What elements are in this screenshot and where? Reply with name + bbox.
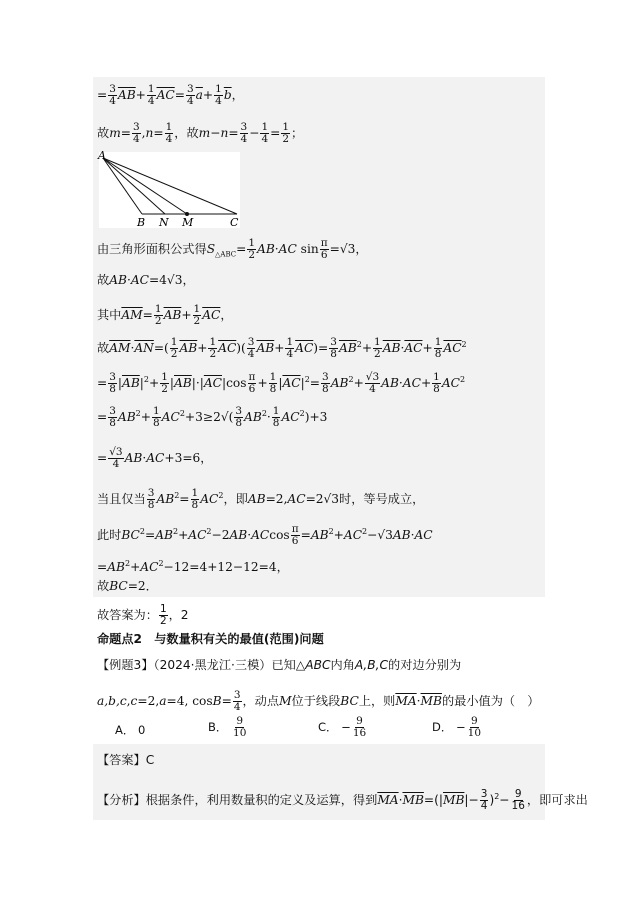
solution-line-7: = $\frac{3}{8}$ $|\overline{AB}|^2+$ $\frac{1}{2}$ $|\overline{AB}|\cdot|\overline{AC}|\cos$ $\frac{\pi}{6}$ + $\frac{1}{8}$ $|\overline{AC}|^2=$ $\frac{3}{8}$ $AB^2+$ $\frac{√3}{4}$ AB·AC+ $\frac{1}{8}$ $AC^2$ — [97, 371, 466, 396]
label-B: B — [137, 216, 146, 229]
answer-row — [97, 752, 154, 768]
section-title: 命题点2 与数量积有关的最值(范围)问题 — [97, 632, 324, 646]
solution-line-5: 其中$\overline{AM}=$ $\frac{1}{2}$ $\overline{AB}+$ $\frac{1}{2}$ $\overline{AC}$， — [97, 303, 233, 327]
solution-line-4: 故AB·AC=4√3， — [97, 273, 195, 287]
option-a-value: 0 — [138, 723, 146, 737]
option-d[interactable]: D． − $\frac{9}{10}$ — [432, 715, 482, 739]
figure-background — [99, 152, 240, 228]
example-line-1: 【例题3】（2024·黑龙江·三模）已知△ABC内角A,B,C的对边分别为 — [97, 658, 462, 672]
solution-line-9: = $\frac{√3}{4}$ AB·AC+3=6， — [97, 446, 213, 470]
example-tag: 【例题3】 — [97, 658, 154, 672]
label-A: A — [98, 150, 106, 162]
label-N: N — [159, 216, 169, 229]
option-b-label: B． — [208, 720, 228, 734]
example-line-2: a,b,c,c=2,a=4, cosB= $\frac{3}{4}$ ，动点M位于线段BC上，则$\overline{MA}\cdot\overline{MB}$的最小值为（ ） — [97, 689, 540, 713]
answer-value: C — [145, 753, 155, 767]
answer-line: 故答案为： $\frac{1}{2}$ ，2 — [97, 603, 189, 627]
option-d-label: D． — [432, 720, 453, 734]
solution-line-1: = $\frac{3}{4}$ $\overline{AB}+$ $\frac{1}{4}$ $\overline{AC}=$ $\frac{3}{4}$ $\overline{a}+$ $\frac{1}{4}$ $\overline{b}$， — [97, 83, 244, 107]
option-a[interactable] — [115, 722, 145, 738]
solution-line-12: $=AB^2+AC^2-12=4+12-12=4$， — [97, 559, 289, 575]
solution-line-10: 当且仅当 $\frac{3}{8}$ $AB^2=$ $\frac{1}{8}$ $AC^2$，即AB=2,AC=2√3时，等号成立， — [97, 487, 425, 512]
triangle-figure — [97, 150, 242, 230]
answer-tag: 【答案】 — [97, 753, 146, 767]
solution-line-8: = $\frac{3}{8}$ $AB^2+$ $\frac{1}{8}$ $AC^2+3\ge 2√$( $\frac{3}{8}$ $AB^2\cdot$ $\frac{1}{8}$ $AC^2)+3$ — [97, 405, 328, 430]
solution-line-13: 故BC=2． — [97, 579, 158, 593]
option-a-label: A． — [115, 723, 135, 737]
example-source: （2024·黑龙江·三模） — [153, 658, 272, 672]
option-c[interactable]: C． − $\frac{9}{16}$ — [318, 715, 367, 739]
solution-line-3: 由三角形面积公式得$S_{\triangle ABC}=$ $\frac{1}{2}$ AB·AC sin $\frac{\pi}{6}$ =√3， — [97, 237, 368, 261]
analysis-row: 【分析】根据条件，利用数量积的定义及运算，得到$\overline{MA}\cdot\overline{MB}=(|\overline{MB}|-$ $\frac{3}{4}$ )$^2$− $\frac{9}{16}$ ，即可求出 — [97, 788, 588, 813]
analysis-tag: 【分析】 — [97, 793, 146, 808]
option-b[interactable]: B． $\frac{9}{10}$ — [208, 715, 247, 739]
label-M: M — [182, 216, 194, 229]
solution-line-6: 故$\overline{AM}\cdot\overline{AN}=$( $\frac{1}{2}$ $\overline{AB}+$ $\frac{1}{2}$ $\overline{AC}$)( $\frac{3}{4}$ $\overline{AB}+$ $\frac{1}{4}$ $\overline{AC})=$ $\frac{3}{8}$ $\overline{AB}^2+$ $\frac{1}{2}$ $\overline{AB}\cdot\overline{AC}+$ $\frac{1}{8}$ $\overline{AC}^2$ — [97, 336, 467, 361]
solution-line-11: 此时$BC^2=AB^2+AC^2-2AB\cdot ACcos$ $\frac{\pi}{6}$ $=AB^2+AC^2-√3AB\cdot AC$ — [97, 523, 433, 548]
option-c-label: C． — [318, 720, 338, 734]
solution-line-2: 故m= $\frac{3}{4}$ ,n= $\frac{1}{4}$ ，故m−n= $\frac{3}{4}$ − $\frac{1}{4}$ = $\frac{1}{2}$ ； — [97, 121, 304, 145]
label-C: C — [230, 216, 239, 229]
